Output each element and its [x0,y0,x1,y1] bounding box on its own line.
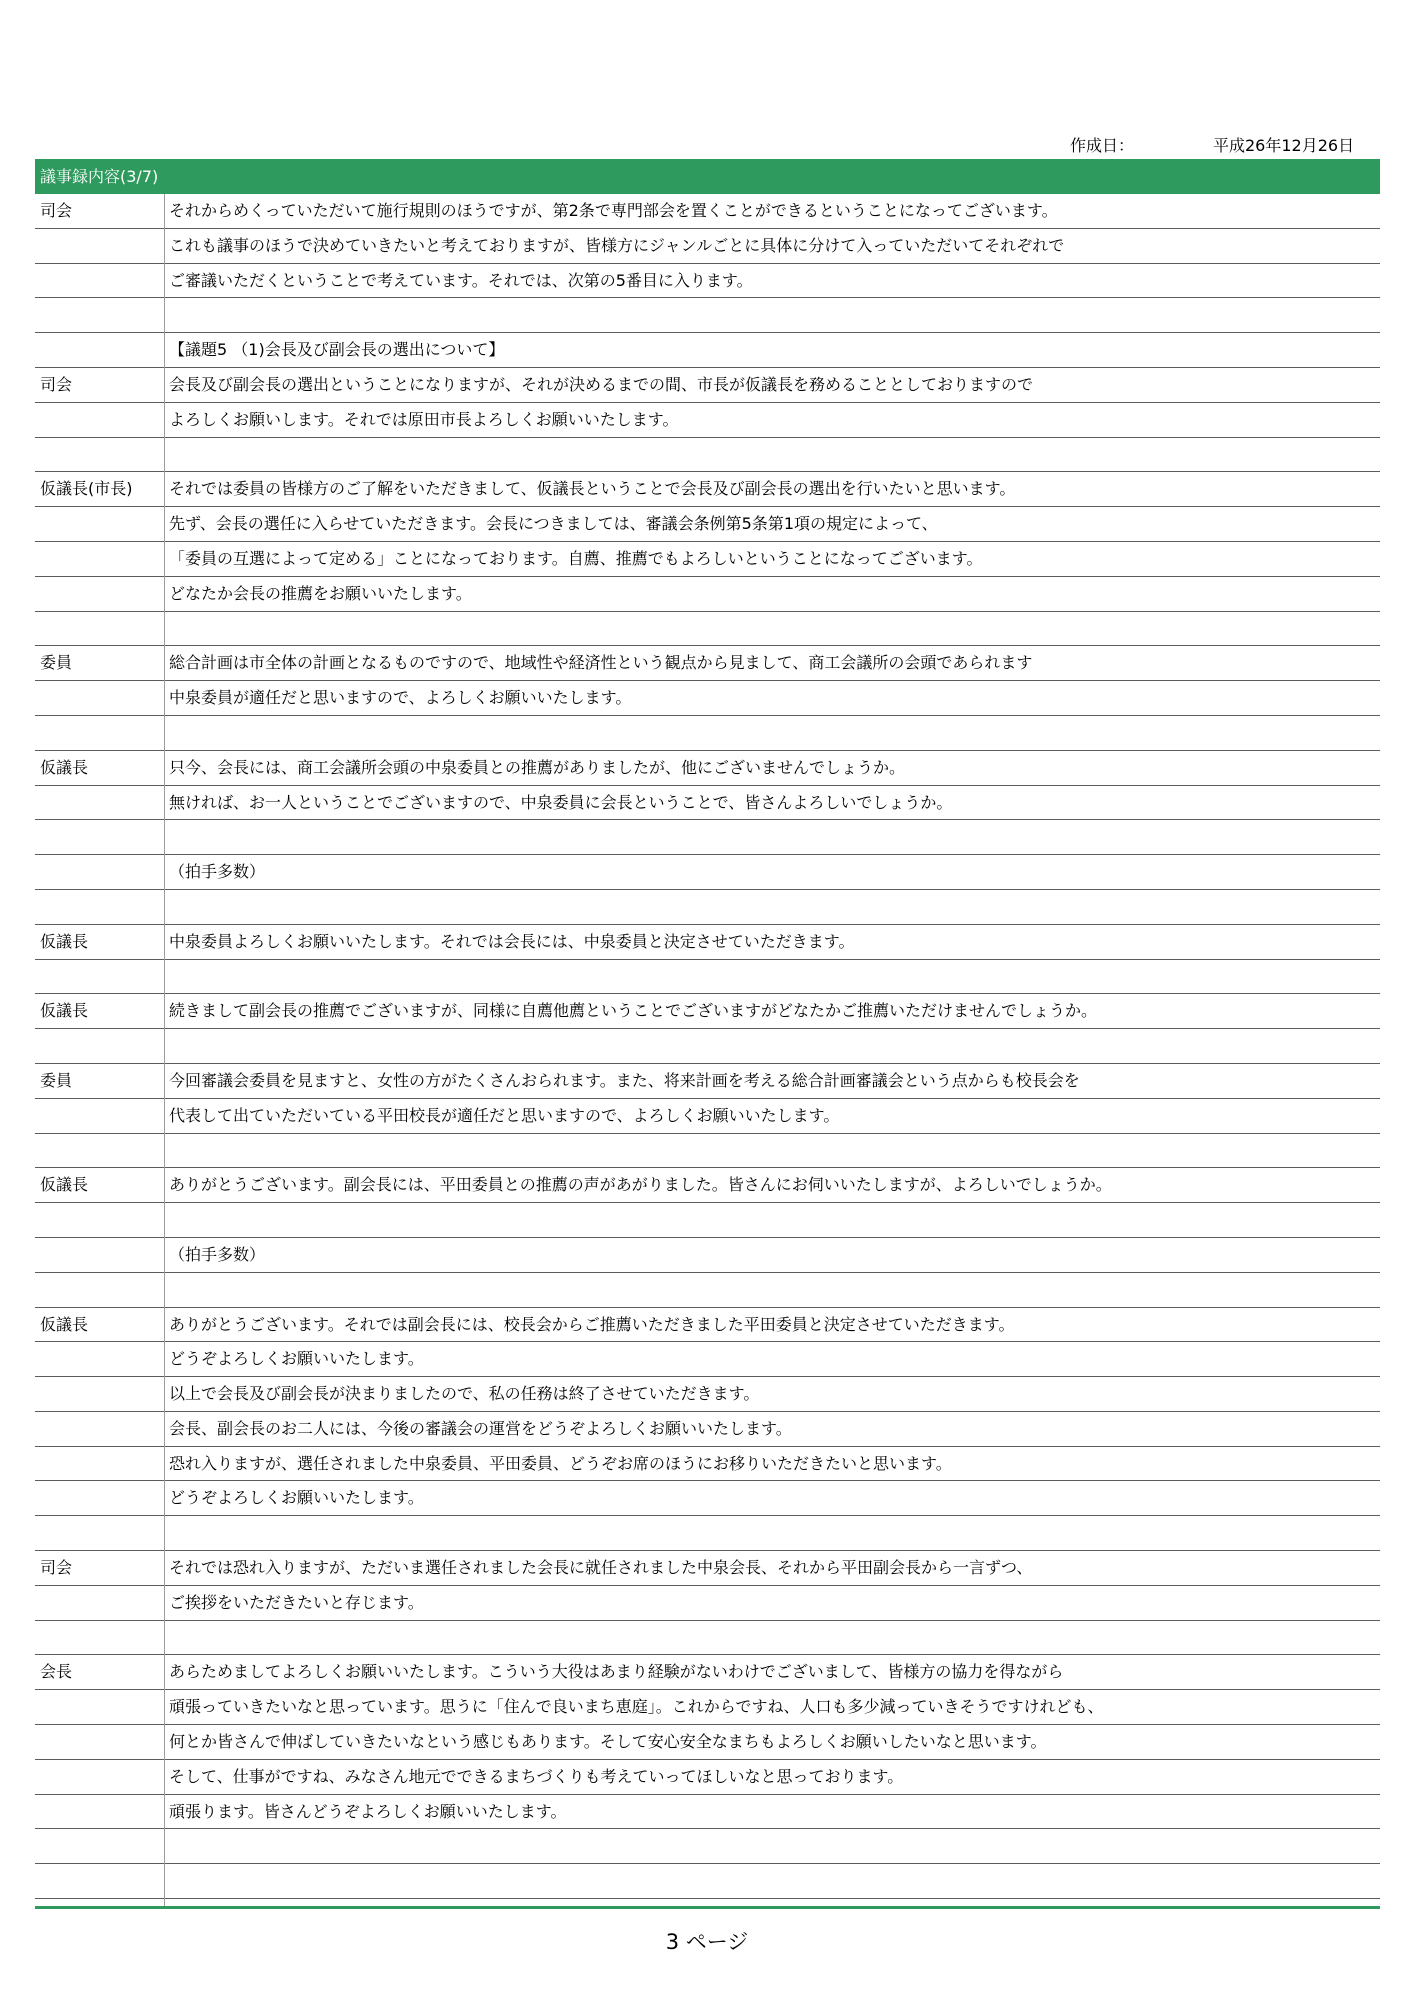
statement-cell [169,960,1380,994]
statement-cell: どうぞよろしくお願いいたします。 [169,1349,424,1369]
statement-cell: 続きまして副会長の推薦でございますが、同様に自薦他薦ということでございますがどなたかご推薦いただけませんでしょうか。 [169,1001,1098,1021]
statement-cell: 只今、会長には、商工会議所会頭の中泉委員との推薦がありましたが、他にございませんでしょうか。 [169,757,906,777]
table-row [35,298,1380,333]
speaker-cell [40,438,160,472]
statement-cell: 中泉委員が適任だと思いますので、よろしくお願いいたします。 [169,688,632,708]
speaker-cell [40,229,160,263]
statement-cell: 「委員の互選によって定める」ことになっております。自薦、推薦でもよろしいということになってございます。 [169,548,983,568]
table-row [35,194,1380,229]
table-row [35,1377,1380,1412]
speaker-cell: 仮議長 [40,1001,89,1021]
statement-cell [169,1516,1380,1550]
speaker-cell [40,1516,160,1550]
speaker-cell: 委員 [40,653,73,673]
table-row [35,1690,1380,1725]
table-row [35,786,1380,821]
speaker-cell: 仮議長 [40,757,89,777]
table-row [35,1481,1380,1516]
speaker-cell: 委員 [40,1070,73,1090]
speaker-cell [40,333,160,367]
speaker-cell [40,1760,160,1794]
table-row [35,1725,1380,1760]
statement-cell: 何とか皆さんで伸ばしていきたいなという感じもあります。そして安心安全なまちもよろしくお願いしたいなと思います。 [169,1732,1047,1752]
speaker-cell [40,577,160,611]
statement-cell [169,612,1380,646]
statement-cell: どうぞよろしくお願いいたします。 [169,1488,424,1508]
speaker-cell [40,264,160,298]
statement-cell: それでは委員の皆様方のご了解をいただきまして、仮議長ということで会長及び副会長の選出を行いたいと思います。 [169,479,1016,499]
table-row [35,1308,1380,1343]
table-row [35,1168,1380,1203]
speaker-cell [40,1481,160,1515]
speaker-cell [40,681,160,715]
table-row [35,994,1380,1029]
table-row [35,820,1380,855]
table-row [35,1516,1380,1551]
statement-cell: 今回審議会委員を見ますと、女性の方がたくさんおられます。また、将来計画を考える総合計画審議会という点からも校長会を [169,1070,1080,1090]
speaker-cell [40,1447,160,1481]
table-row [35,855,1380,890]
speaker-cell [40,542,160,576]
statement-cell [169,1134,1380,1168]
table-row [35,438,1380,473]
statement-cell: ご挨拶をいただきたいと存じます。 [169,1592,424,1612]
statement-cell: 中泉委員よろしくお願いいたします。それでは会長には、中泉委員と決定させていただきます。 [169,931,855,951]
statement-cell: どなたか会長の推薦をお願いいたします。 [169,583,472,603]
speaker-cell [40,1795,160,1829]
statement-cell: 無ければ、お一人ということでございますので、中泉委員に会長ということで、皆さんよろしいでしょうか。 [169,792,953,812]
table-row [35,1447,1380,1482]
page-number: 3 ページ [665,1930,749,1954]
statement-cell: あらためましてよろしくお願いいたします。こういう大役はあまり経験がないわけでございまして、皆様方の協力を得ながら [169,1662,1064,1682]
statement-cell: 恐れ入りますが、選任されました中泉委員、平田委員、どうぞお席のほうにお移りいただきたいと思います。 [169,1453,952,1473]
statement-cell: ありがとうございます。副会長には、平田委員との推薦の声があがりました。皆さんにお伺いいたしますが、よろしいでしょうか。 [169,1175,1112,1195]
statement-cell: ありがとうございます。それでは副会長には、校長会からご推薦いただきました平田委員と決定させていただきます。 [169,1314,1015,1334]
speaker-cell: 仮議長(市長) [40,479,133,499]
speaker-cell: 仮議長 [40,931,89,951]
statement-cell: よろしくお願いします。それでは原田市長よろしくお願いいたします。 [169,409,679,429]
statement-cell [169,298,1380,332]
table-row [35,646,1380,681]
table-row [35,1099,1380,1134]
table-row [35,1795,1380,1830]
table-row [35,229,1380,264]
table-row [35,925,1380,960]
table-row [35,1829,1380,1864]
table-row [35,1064,1380,1099]
statement-cell: ご審議いただくということで考えています。それでは、次第の5番目に入ります。 [169,270,753,290]
speaker-cell [40,960,160,994]
bottom-rule [35,1906,1380,1909]
statement-cell: そして、仕事がですね、みなさん地元でできるまちづくりも考えていってほしいなと思っております。 [169,1766,904,1786]
speaker-cell [40,786,160,820]
statement-cell [169,438,1380,472]
table-row [35,1238,1380,1273]
table-row [35,1586,1380,1621]
speaker-cell [40,1377,160,1411]
minutes-title-bar: 議事録内容(3/7) [35,159,1380,194]
statement-cell: 【議題5 （1)会長及び副会長の選出について】 [169,340,505,360]
speaker-cell [40,1412,160,1446]
header-date-row [0,133,1414,155]
speaker-cell: 司会 [40,1558,73,1578]
table-row [35,960,1380,995]
statement-cell [169,1621,1380,1655]
statement-cell [169,1829,1380,1863]
statement-cell: （拍手多数） [169,1244,266,1264]
speaker-cell [40,403,160,437]
statement-cell: それからめくっていただいて施行規則のほうですが、第2条で専門部会を置くことができるということになってございます。 [169,201,1058,220]
speaker-cell [40,1238,160,1272]
statement-cell: 先ず、会長の選任に入らせていただきます。会長につきましては、審議会条例第5条第1項の規定によって、 [169,514,938,534]
table-row [35,612,1380,647]
table-row [35,507,1380,542]
table-row [35,1203,1380,1238]
speaker-cell [40,716,160,750]
speaker-cell [40,1029,160,1063]
statement-cell [169,1273,1380,1307]
table-row [35,1342,1380,1377]
speaker-cell [40,1203,160,1237]
statement-cell: 頑張っていきたいなと思っています。思うに「住んで良いまち恵庭」。これからですね、人口も多少減っていきそうですけれども、 [169,1697,1104,1717]
speaker-cell [40,612,160,646]
created-date-value: 平成26年12月26日 [1213,136,1355,155]
speaker-cell: 仮議長 [40,1175,89,1195]
table-row [35,368,1380,403]
speaker-cell: 会長 [40,1662,73,1682]
statement-cell [169,1864,1380,1898]
speaker-cell [40,1725,160,1759]
column-divider [164,194,165,1906]
table-row [35,1760,1380,1795]
table-row [35,1864,1380,1899]
speaker-cell: 司会 [40,201,73,220]
table-row [35,542,1380,577]
table-row [35,1551,1380,1586]
table-row [35,472,1380,507]
table-row [35,577,1380,612]
table-row [35,1273,1380,1308]
minutes-table [35,194,1380,1899]
statement-cell [169,820,1380,854]
speaker-cell [40,1099,160,1133]
statement-cell: これも議事のほうで決めていきたいと考えておりますが、皆様方にジャンルごとに具体に分けて入っていただいてそれぞれで [169,235,1065,255]
statement-cell [169,890,1380,924]
speaker-cell [40,1342,160,1376]
table-row [35,1134,1380,1169]
statement-cell: それでは恐れ入りますが、ただいま選任されました会長に就任されました中泉会長、それから平田副会長から一言ずつ、 [169,1558,1033,1578]
speaker-cell [40,507,160,541]
statement-cell [169,716,1380,750]
table-row [35,1621,1380,1656]
speaker-cell [40,1273,160,1307]
statement-cell [169,1029,1380,1063]
table-row [35,681,1380,716]
speaker-cell [40,1829,160,1863]
table-row [35,890,1380,925]
table-row [35,1655,1380,1690]
table-row [35,751,1380,786]
speaker-cell [40,298,160,332]
created-date-label: 作成日： [1070,136,1135,155]
statement-cell: 頑張ります。皆さんどうぞよろしくお願いいたします。 [169,1801,567,1821]
table-row [35,264,1380,299]
table-row [35,333,1380,368]
statement-cell: 以上で会長及び副会長が決まりましたので、私の任務は終了させていただきます。 [169,1384,760,1404]
table-row [35,1029,1380,1064]
speaker-cell [40,1621,160,1655]
speaker-cell [40,1690,160,1724]
statement-cell [169,1203,1380,1237]
table-row [35,403,1380,438]
statement-cell: 代表して出ていただいている平田校長が適任だと思いますので、よろしくお願いいたします。 [169,1105,840,1125]
table-row [35,716,1380,751]
statement-cell: 会長及び副会長の選出ということになりますが、それが決めるまでの間、市長が仮議長を務めることとしておりますので [169,374,1034,394]
speaker-cell [40,1134,160,1168]
speaker-cell: 仮議長 [40,1314,89,1334]
statement-cell: （拍手多数） [169,862,266,882]
table-row [35,1412,1380,1447]
speaker-cell [40,855,160,889]
speaker-cell [40,820,160,854]
statement-cell: 総合計画は市全体の計画となるものですので、地域性や経済性という観点から見まして、商工会議所の会頭であられます [169,653,1033,673]
speaker-cell [40,1864,160,1898]
speaker-cell [40,1586,160,1620]
speaker-cell: 司会 [40,374,73,394]
statement-cell: 会長、副会長のお二人には、今後の審議会の運営をどうぞよろしくお願いいたします。 [169,1418,792,1438]
speaker-cell [40,890,160,924]
